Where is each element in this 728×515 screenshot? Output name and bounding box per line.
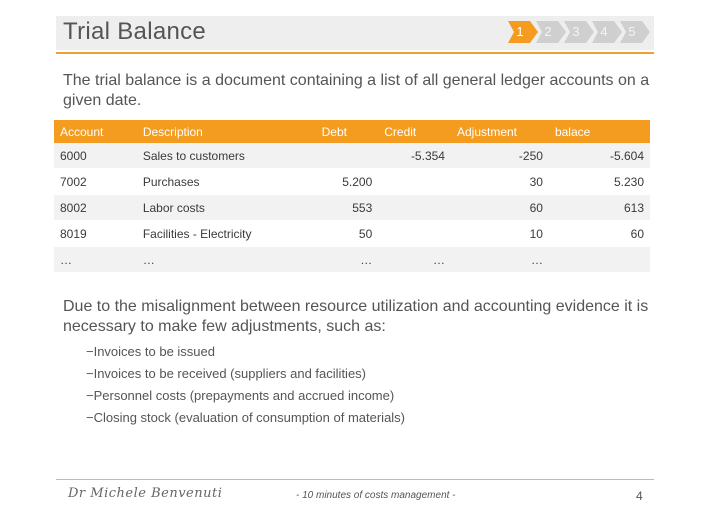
table-row	[54, 169, 650, 195]
cell-description: …	[137, 247, 316, 273]
author-signature: Dr Michele Benvenuti	[68, 486, 223, 501]
header-account: Account	[54, 120, 137, 143]
list-item: −Invoices to be issued	[86, 344, 215, 359]
adjustments-list	[86, 341, 405, 429]
cell-adjustment: 60	[451, 195, 549, 221]
cell-adjustment: 10	[451, 221, 549, 247]
cell-debt: …	[316, 247, 379, 273]
slide-title: Trial Balance	[63, 18, 207, 45]
footer-divider	[56, 479, 654, 480]
step-1	[508, 21, 532, 43]
table-header-row	[54, 120, 650, 143]
step-4	[592, 21, 616, 43]
cell-debt: 553	[316, 195, 379, 221]
cell-balance: -5.604	[549, 143, 650, 169]
page-number: 4	[636, 489, 643, 503]
title-underline	[56, 52, 654, 54]
cell-adjustment: -250	[451, 143, 549, 169]
header-description: Description	[137, 120, 316, 143]
header-credit: Credit	[378, 120, 451, 143]
cell-credit: -5.354	[378, 143, 451, 169]
step-5	[620, 21, 644, 43]
cell-description: Purchases	[137, 169, 316, 195]
cell-account: 6000	[54, 143, 137, 169]
table-row	[54, 143, 650, 169]
cell-adjustment: …	[451, 247, 549, 273]
list-item: −Personnel costs (prepayments and accrued income)	[86, 388, 395, 403]
header-adjustment: Adjustment	[451, 120, 549, 143]
table-row	[54, 221, 650, 247]
list-item: −Closing stock (evaluation of consumption of materials)	[86, 410, 406, 425]
step-indicator	[508, 21, 656, 43]
header-debt: Debt	[316, 120, 379, 143]
step-5-label: 5	[628, 24, 636, 39]
list-item: −Invoices to be received (suppliers and facilities)	[86, 366, 367, 381]
trial-balance-table	[54, 120, 650, 273]
cell-credit	[378, 221, 451, 247]
adjustments-text: Due to the misalignment between resource utilization and accounting evidence it is necessary to make few adjustments, such as:	[63, 298, 649, 335]
cell-credit: …	[378, 247, 451, 273]
cell-credit	[378, 169, 451, 195]
cell-description: Labor costs	[137, 195, 316, 221]
cell-balance	[549, 247, 650, 273]
step-3-label: 3	[572, 24, 580, 39]
cell-debt	[316, 143, 379, 169]
cell-debt: 50	[316, 221, 379, 247]
cell-credit	[378, 195, 451, 221]
step-1-label: 1	[516, 24, 524, 39]
table-row	[54, 247, 650, 273]
step-2-label: 2	[544, 24, 552, 39]
step-3	[564, 21, 588, 43]
cell-balance: 613	[549, 195, 650, 221]
cell-balance: 60	[549, 221, 650, 247]
cell-adjustment: 30	[451, 169, 549, 195]
cell-account: 7002	[54, 169, 137, 195]
cell-balance: 5.230	[549, 169, 650, 195]
cell-description: Sales to customers	[137, 143, 316, 169]
cell-account: 8002	[54, 195, 137, 221]
intro-text: The trial balance is a document containing a list of all general ledger accounts on a given date.	[63, 72, 650, 109]
table-row	[54, 195, 650, 221]
cell-description: Facilities - Electricity	[137, 221, 316, 247]
cell-account: 8019	[54, 221, 137, 247]
footer-caption: - 10 minutes of costs management -	[296, 490, 456, 501]
cell-account: …	[54, 247, 137, 273]
step-2	[536, 21, 560, 43]
header-balance: balace	[549, 120, 650, 143]
cell-debt: 5.200	[316, 169, 379, 195]
step-4-label: 4	[600, 24, 608, 39]
